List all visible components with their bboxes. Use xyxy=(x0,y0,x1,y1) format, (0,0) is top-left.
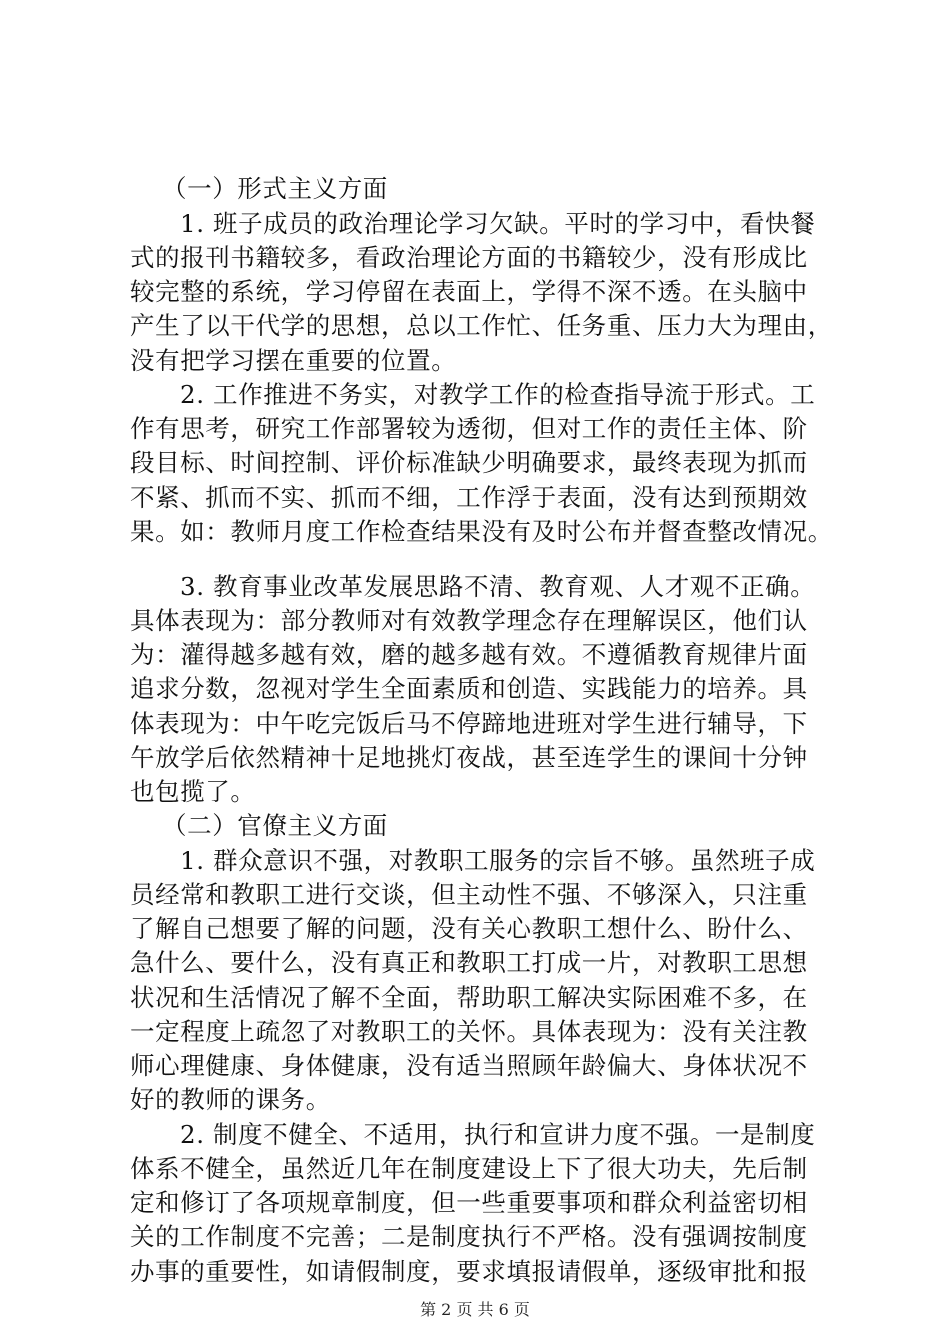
paragraph-line: 2. 工作推进不务实，对教学工作的检查指导流于形式。工 xyxy=(180,380,816,409)
paragraph-line: 午放学后依然精神十足地挑灯夜战，甚至连学生的课间十分钟 xyxy=(130,743,808,772)
paragraph-line: 也包揽了。 xyxy=(130,777,256,806)
paragraph-line: 不紧、抓而不实、抓而不细，工作浮于表面，没有达到预期效 xyxy=(130,483,808,512)
paragraph-line: 2. 制度不健全、不适用，执行和宣讲力度不强。一是制度 xyxy=(180,1120,816,1149)
paragraph-line: 式的报刊书籍较多，看政治理论方面的书籍较少，没有形成比 xyxy=(130,243,808,272)
paragraph-line: 关的工作制度不完善；二是制度执行不严格。没有强调按制度 xyxy=(130,1222,808,1251)
paragraph-line: 员经常和教职工进行交谈，但主动性不强、不够深入，只注重 xyxy=(130,880,808,909)
paragraph-line: 定和修订了各项规章制度，但一些重要事项和群众利益密切相 xyxy=(130,1188,808,1217)
paragraph-line: 好的教师的课务。 xyxy=(130,1085,331,1114)
paragraph-line: 1. 班子成员的政治理论学习欠缺。平时的学习中，看快餐 xyxy=(180,209,816,238)
paragraph-line: 具体表现为：部分教师对有效教学理念存在理解误区，他们认 xyxy=(130,606,808,635)
paragraph-line: 了解自己想要了解的问题，没有关心教职工想什么、盼什么、 xyxy=(130,914,808,943)
paragraph-line: 较完整的系统，学习停留在表面上，学得不深不透。在头脑中 xyxy=(130,277,808,306)
paragraph-line: 追求分数，忽视对学生全面素质和创造、实践能力的培养。具 xyxy=(130,674,808,703)
paragraph-line: 果。如：教师月度工作检查结果没有及时公布并督查整改情况。 xyxy=(130,517,833,546)
paragraph-line: 办事的重要性，如请假制度，要求填报请假单，逐级审批和报 xyxy=(130,1257,808,1286)
paragraph-line: 一定程度上疏忽了对教职工的关怀。具体表现为：没有关注教 xyxy=(130,1017,808,1046)
paragraph-line: 段目标、时间控制、评价标准缺少明确要求，最终表现为抓而 xyxy=(130,448,808,477)
paragraph-line: 为：灌得越多越有效，磨的越多越有效。不遵循教育规律片面 xyxy=(130,640,808,669)
section-heading-formalism: （一）形式主义方面 xyxy=(162,174,388,203)
paragraph-line: 3. 教育事业改革发展思路不清、教育观、人才观不正确。 xyxy=(180,572,816,601)
paragraph-line: 产生了以干代学的思想，总以工作忙、任务重、压力大为理由， xyxy=(130,311,833,340)
paragraph-line: 师心理健康、身体健康，没有适当照顾年龄偏大、身体状况不 xyxy=(130,1051,808,1080)
paragraph-line: 体系不健全，虽然近几年在制度建设上下了很大功夫，先后制 xyxy=(130,1154,808,1183)
paragraph-line: 状况和生活情况了解不全面，帮助职工解决实际困难不多，在 xyxy=(130,983,808,1012)
section-heading-bureaucratism: （二）官僚主义方面 xyxy=(162,811,388,840)
paragraph-line: 没有把学习摆在重要的位置。 xyxy=(130,346,457,375)
page-number-footer: 第 2 页 共 6 页 xyxy=(420,1300,530,1319)
paragraph-line: 1. 群众意识不强，对教职工服务的宗旨不够。虽然班子成 xyxy=(180,846,816,875)
paragraph-line: 急什么、要什么，没有真正和教职工打成一片，对教职工思想 xyxy=(130,948,808,977)
paragraph-line: 体表现为：中午吃完饭后马不停蹄地进班对学生进行辅导，下 xyxy=(130,709,808,738)
paragraph-line: 作有思考，研究工作部署较为透彻，但对工作的责任主体、阶 xyxy=(130,414,808,443)
